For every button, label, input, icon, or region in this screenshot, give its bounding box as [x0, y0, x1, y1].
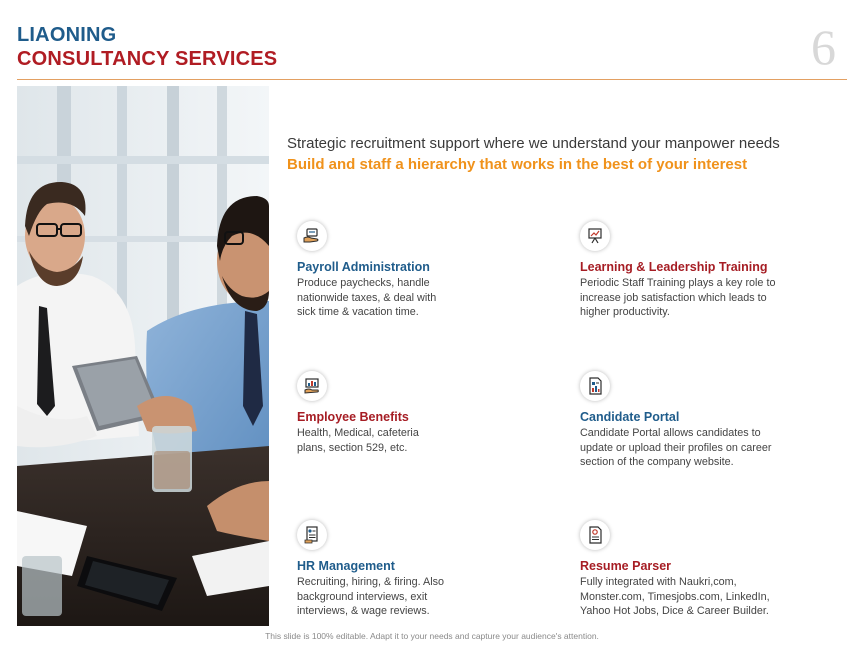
service-resume-parser: [580, 520, 830, 619]
service-desc-line: Health, Medical, cafeteria: [297, 427, 419, 439]
service-desc-line: Fully integrated with Naukri,com,: [580, 576, 737, 588]
hr-management-icon: [297, 520, 327, 550]
service-desc-line: Produce paychecks, handle: [297, 277, 430, 289]
service-title: Resume Parser: [580, 559, 672, 573]
service-title: HR Management: [297, 559, 395, 573]
service-desc-line: interviews, & wage reviews.: [297, 605, 430, 617]
service-desc-line: higher productivity.: [580, 306, 670, 318]
page-number: 6: [811, 19, 836, 75]
service-learning-leadership-training: [580, 221, 830, 320]
title-line-1: LIAONING: [17, 24, 117, 46]
portal-icon: [580, 371, 610, 401]
service-desc-line: background interviews, exit: [297, 590, 428, 603]
payroll-icon: [297, 221, 327, 251]
benefits-icon: [297, 371, 327, 401]
service-title: Employee Benefits: [297, 410, 409, 424]
service-employee-benefits: [297, 371, 547, 455]
service-desc-line: increase job satisfaction which leads to: [580, 291, 767, 304]
service-title: Learning & Leadership Training: [580, 260, 768, 274]
business-meeting-photo: [17, 86, 269, 626]
title-line-2: CONSULTANCY SERVICES: [17, 48, 278, 70]
service-desc-line: nationwide taxes, & deal with: [297, 291, 437, 304]
intro-line-2: Build and staff a hierarchy that works in the best of your interest: [287, 156, 748, 173]
training-icon: [580, 221, 610, 251]
service-desc-line: update or upload their profiles on career: [580, 441, 772, 454]
service-desc-line: Recruiting, hiring, & firing. Also: [297, 576, 445, 588]
service-hr-management: [297, 520, 547, 619]
service-desc-line: Periodic Staff Training plays a key role to: [580, 277, 776, 289]
service-desc-line: Yahoo Hot Jobs, Dice & Career Builder.: [580, 605, 769, 617]
service-title: Candidate Portal: [580, 410, 680, 424]
service-desc-line: sick time & vacation time.: [297, 306, 419, 318]
service-title: Payroll Administration: [297, 260, 430, 274]
service-desc-line: Candidate Portal allows candidates to: [580, 427, 761, 439]
header-divider: [17, 79, 847, 80]
service-payroll-administration: [297, 221, 547, 320]
intro-line-1: Strategic recruitment support where we understand your manpower needs: [287, 135, 780, 152]
service-desc-line: Monster.com, Timesjobs.com, LinkedIn,: [580, 590, 770, 603]
service-candidate-portal: [580, 371, 830, 470]
resume-parser-icon: [580, 520, 610, 550]
footer-note: This slide is 100% editable. Adapt it to your needs and capture your audience's attention.: [265, 631, 599, 641]
service-desc-line: plans, section 529, etc.: [297, 441, 408, 454]
service-desc-line: section of the company website.: [580, 456, 734, 468]
